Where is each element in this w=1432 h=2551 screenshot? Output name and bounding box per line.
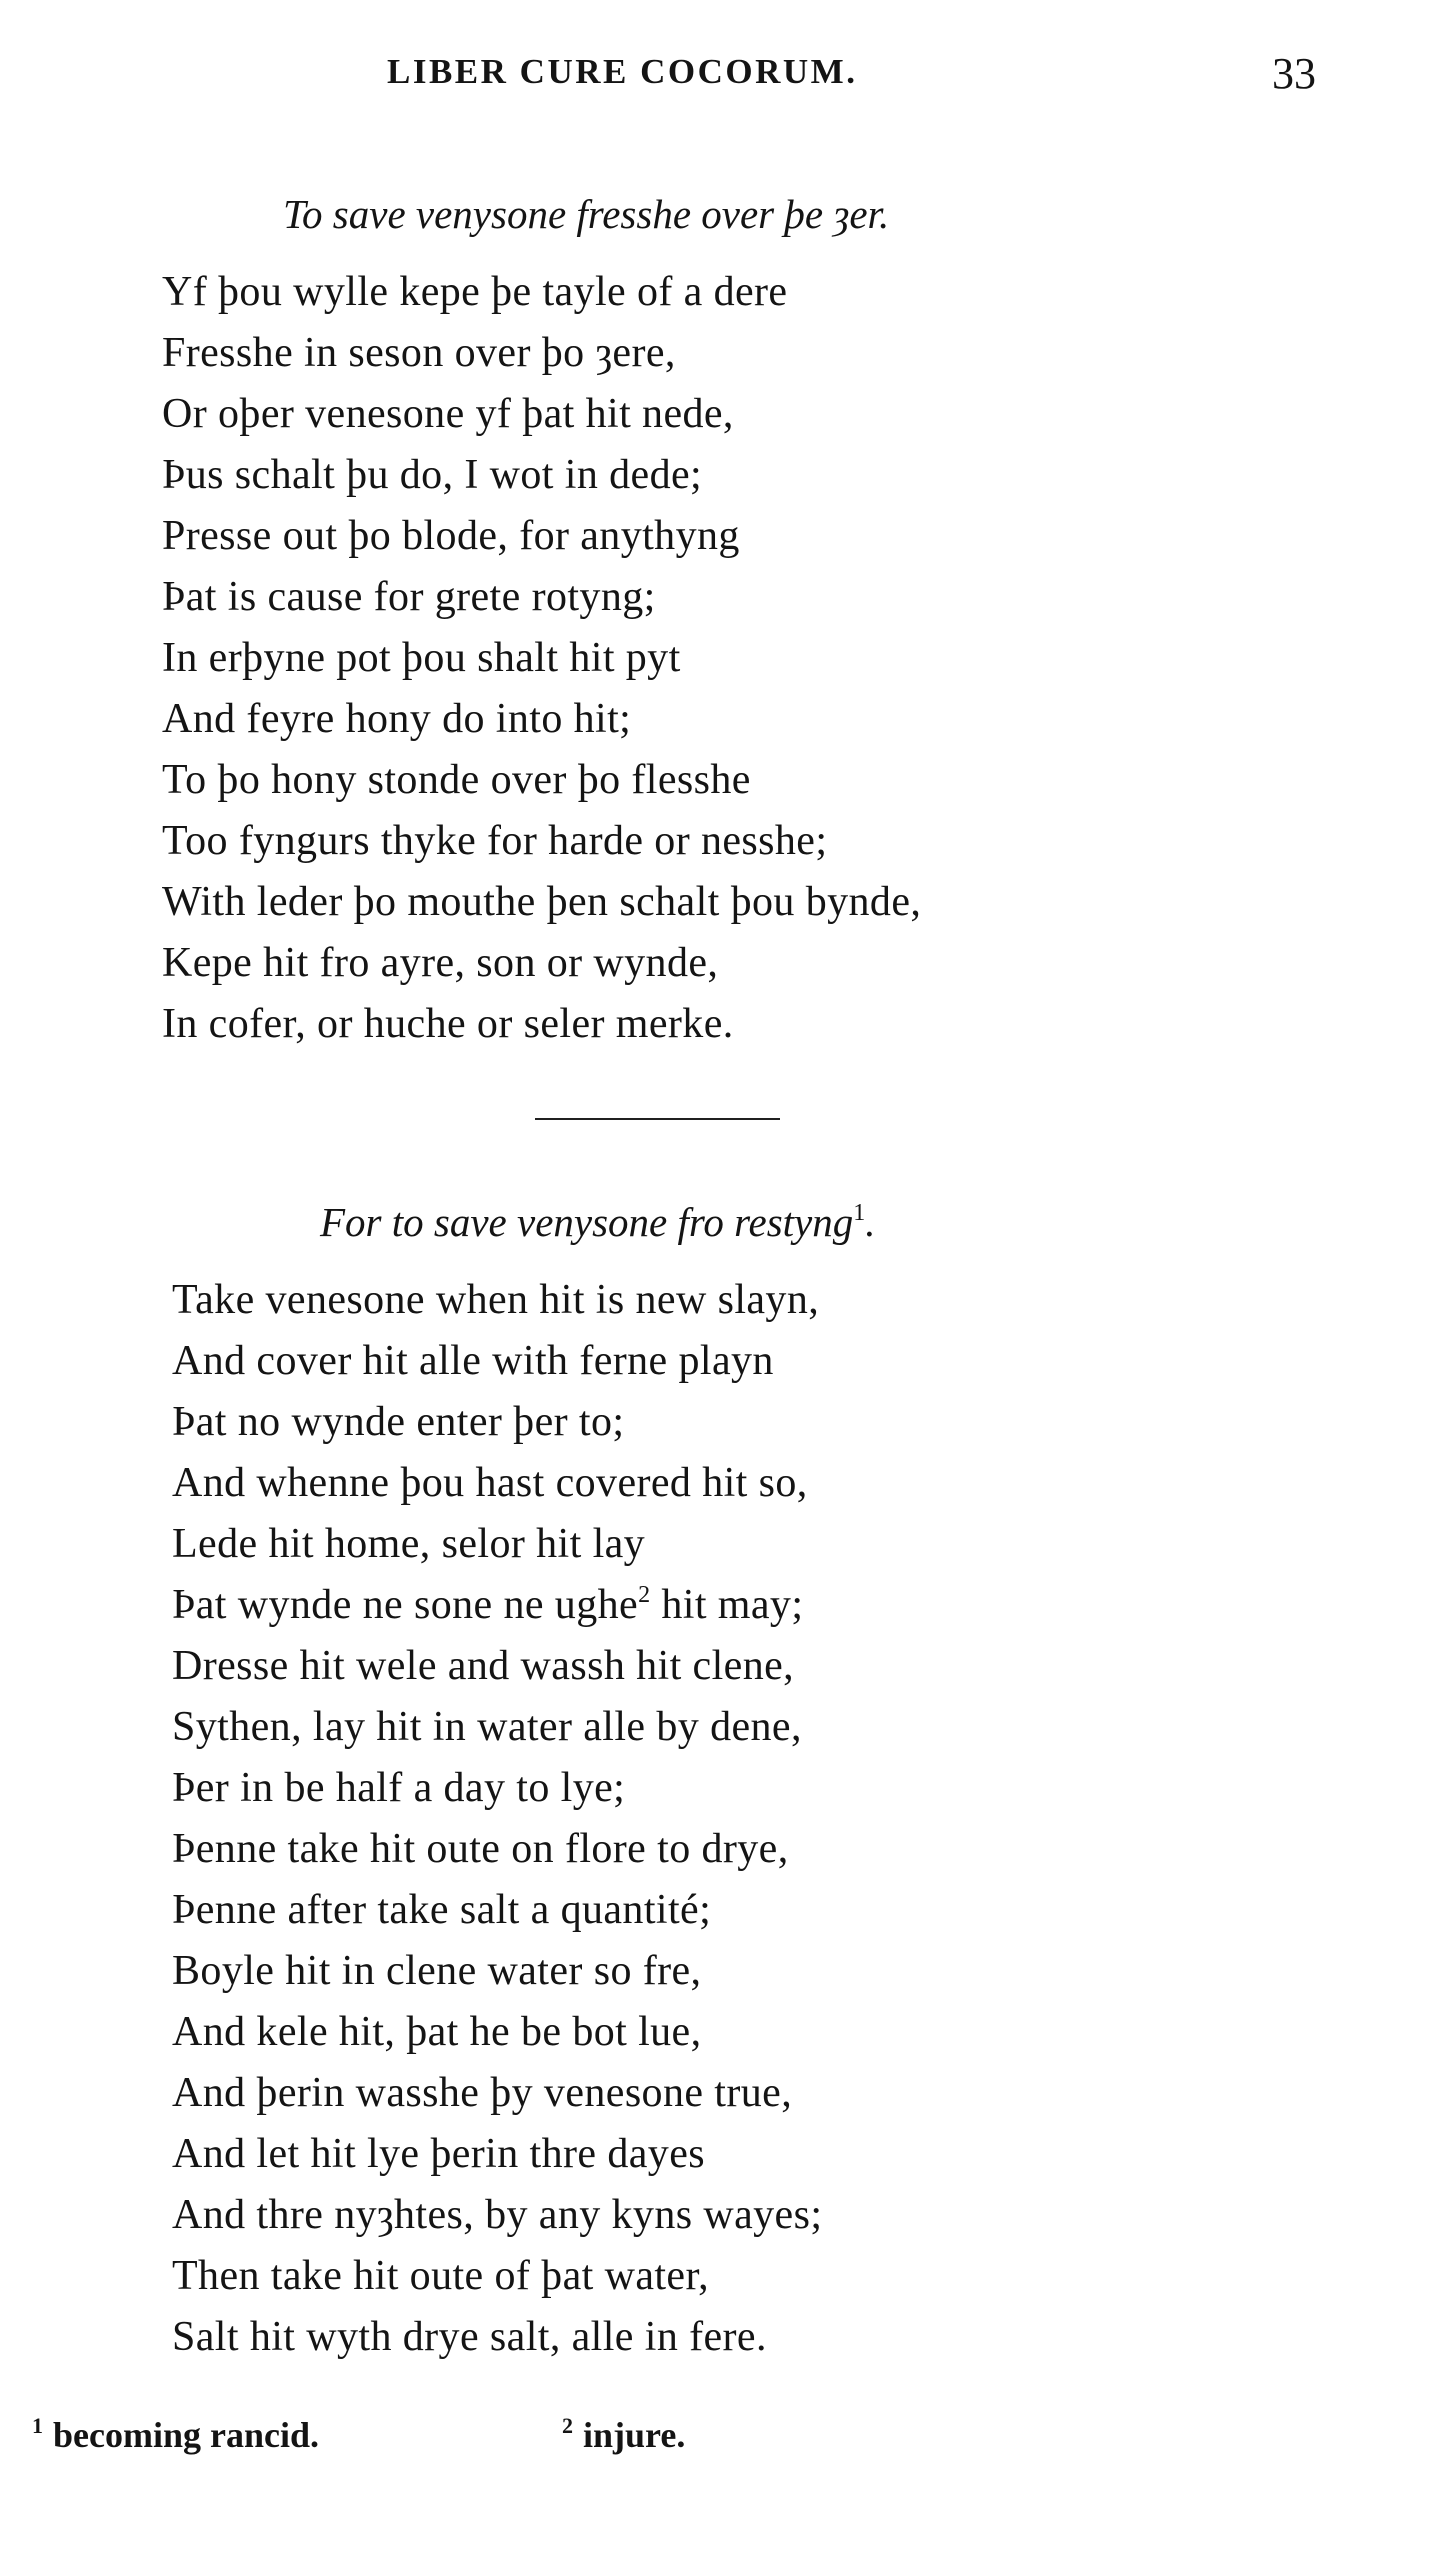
verse-line: Or oþer venesone yf þat hit nede, [162,391,734,437]
page-number: 33 [1272,49,1316,98]
verse-line: And whenne þou hast covered hit so, [172,1460,808,1506]
section-divider [535,1118,780,1120]
verse-line: To þo hony stonde over þo flesshe [162,757,751,803]
section-title [283,190,889,238]
verse-line: In cofer, or huche or seler merke. [162,1001,734,1047]
footnote [562,2413,685,2456]
verse-line-tail: hit may; [650,1582,804,1628]
footnote-text: becoming rancid. [53,2415,319,2455]
verse-line: And feyre hony do into hit; [162,696,632,742]
footnote-reference: 1 [853,1200,866,1226]
running-head [0,48,1432,98]
verse-line: Dresse hit wele and wassh hit clene, [172,1643,795,1689]
verse-line: Þer in be half a day to lye; [172,1765,626,1811]
footnote-text: injure. [583,2415,686,2455]
verse-line: In erþyne pot þou shalt hit pyt [162,635,681,681]
verse-line: Þat is cause for grete rotyng; [162,574,656,620]
verse-line: And kele hit, þat he be bot lue, [172,2009,702,2055]
verse-line: Fresshe in seson over þo ȝere, [162,330,676,376]
verse-line: Presse out þo blode, for anythyng [162,513,740,559]
footnotes [0,2413,1432,2463]
running-title: LIBER CURE COCORUM. [387,52,858,91]
section-title-end: . [865,1199,876,1245]
verse-line: Take venesone when hit is new slayn, [172,1277,820,1323]
verse-line: Þenne take hit oute on flore to drye, [172,1826,789,1872]
footnote [32,2413,319,2456]
verse-line: Þenne after take salt a quantité; [172,1887,712,1933]
verse-line: Kepe hit fro ayre, son or wynde, [162,940,719,986]
verse-line: Salt hit wyth drye salt, alle in fere. [172,2314,767,2360]
verse-line: Lede hit home, selor hit lay [172,1521,646,1567]
verse-line: And let hit lye þerin thre dayes [172,2131,705,2177]
verse-line: Sythen, lay hit in water alle by dene, [172,1704,802,1750]
verse-line: Boyle hit in clene water so fre, [172,1948,702,1994]
verse-line: And þerin wasshe þy venesone true, [172,2070,793,2116]
verse-line: Þat no wynde enter þer to; [172,1399,625,1445]
verse-line-text: Þat wynde ne sone ne ughe [172,1582,639,1628]
footnote-mark: 2 [562,2413,573,2438]
footnote-reference: 2 [638,1582,651,1608]
section-title [320,1198,876,1246]
verse-line: And cover hit alle with ferne playn [172,1338,774,1384]
verse-line: With leder þo mouthe þen schalt þou bynde, [162,879,922,925]
footnote-mark: 1 [32,2413,43,2438]
verse-line: Then take hit oute of þat water, [172,2253,710,2299]
section-title-text: For to save venysone fro restyng [320,1199,854,1245]
verse-line: Too fyngurs thyke for harde or nesshe; [162,818,828,864]
verse-line: Þus schalt þu do, I wot in dede; [162,452,703,498]
verse-line: Yf þou wylle kepe þe tayle of a dere [162,269,788,315]
verse-line: And thre nyȝhtes, by any kyns wayes; [172,2192,823,2238]
section-title-text: To save venysone fresshe over þe ȝer. [283,191,890,237]
verse-line-with-note [172,1581,803,1629]
